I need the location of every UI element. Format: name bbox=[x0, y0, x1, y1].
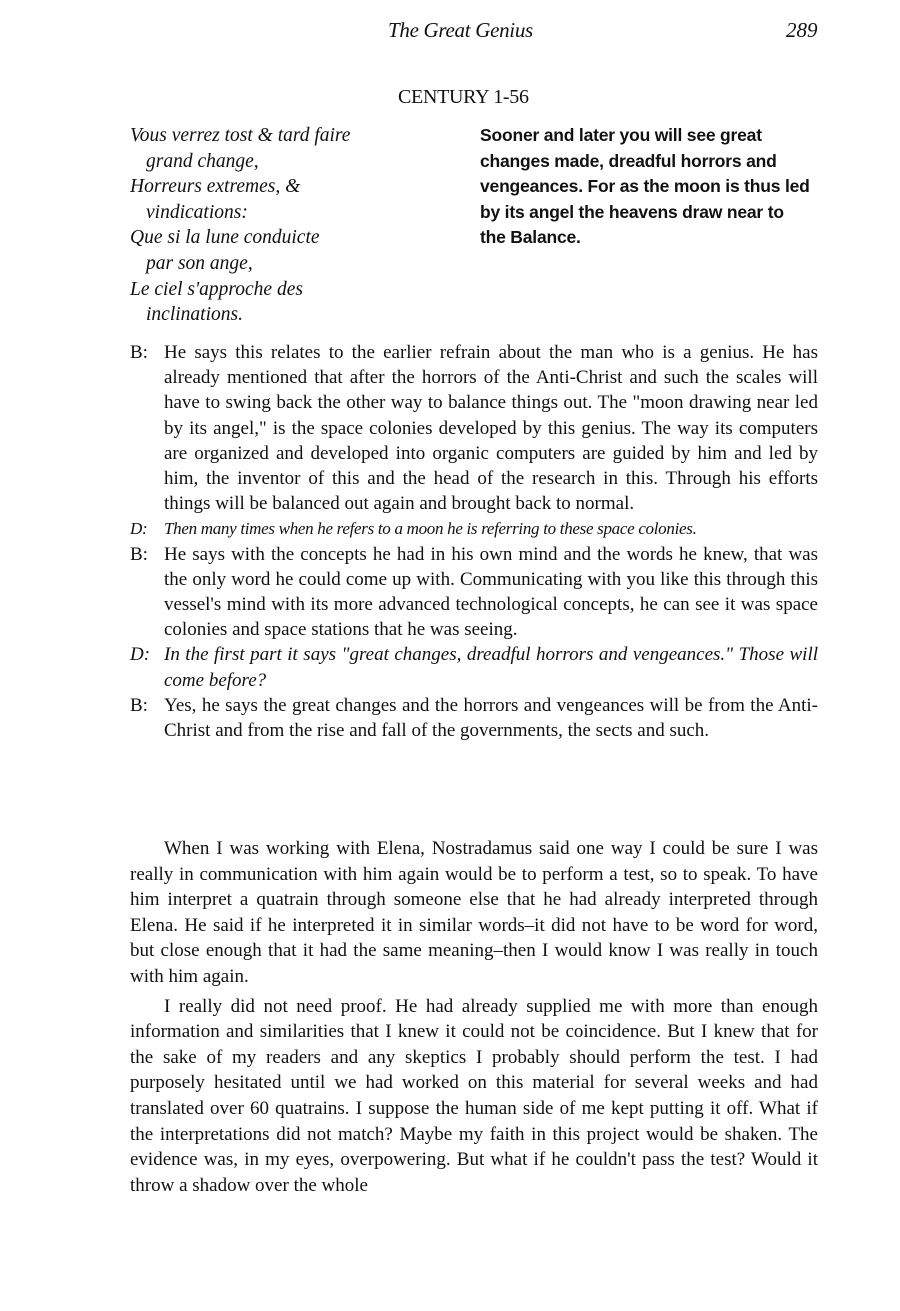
english-quatrain: Sooner and later you will see great changes made, dreadful horrors and vengeances. For as the moon is thus led by its angel the heavens draw near to the Balance. bbox=[480, 125, 810, 248]
speaker-label: B: bbox=[130, 694, 148, 716]
french-verse-line: vindications: bbox=[146, 201, 248, 223]
dialogue-turn bbox=[130, 642, 818, 692]
french-verse-line: grand change, bbox=[146, 150, 259, 172]
french-verse-line: Vous verrez tost & tard faire bbox=[130, 125, 351, 146]
speaker-label: D: bbox=[130, 644, 151, 666]
french-quatrain bbox=[130, 123, 460, 328]
french-verse-line: Horreurs extremes, & bbox=[130, 176, 301, 198]
dialogue-text: He says this relates to the earlier refrain about the man who is a genius. He has already mentioned that after the horrors of the Anti-Christ and such the scales will have to swing back the other way to balance things out. The "moon drawing near led by its angel," is the space colonies developed by this genius. The way its computers are organized and developed into organic computers are guided by him and led by him, the inventor of this and the head of the research in this. Through his efforts things will be balanced out again and brought back to normal. bbox=[164, 342, 818, 515]
running-title: The Great Genius bbox=[388, 18, 533, 42]
french-verse-line: inclinations. bbox=[146, 304, 243, 326]
prose-section bbox=[130, 836, 818, 1202]
dialogue-turn bbox=[130, 542, 818, 643]
dialogue-text: Yes, he says the great changes and the horrors and vengeances will be from the Anti-Christ and from the rise and fall of the governments, the sects and such. bbox=[164, 694, 818, 742]
dialogue-turn bbox=[130, 340, 818, 516]
french-verse-line: Le ciel s'approche des bbox=[130, 278, 303, 300]
french-verse-line: par son ange, bbox=[146, 252, 253, 274]
dialogue-text: Then many times when he refers to a moon he is referring to these space colonies. bbox=[164, 519, 697, 539]
dialogue-text: In the first part it says "great changes, dreadful horrors and vengeances." Those will come before? bbox=[164, 644, 818, 691]
century-heading: CENTURY 1-56 bbox=[398, 86, 529, 108]
page-number: 289 bbox=[786, 18, 818, 42]
body-paragraph: When I was working with Elena, Nostradamus said one way I could be sure I was really in communication with him again would be to perform a test, so to speak. To have him interpret a quatrain through someone else that he had already interpreted through Elena. He said if he interpreted it in similar words–it did not have to be word for word, but close enough that it had the same meaning–then I would know I was really in touch with him again. bbox=[130, 838, 818, 987]
dialogue-turn bbox=[130, 693, 818, 743]
body-paragraph: I really did not need proof. He had already supplied me with more than enough information and similarities that I knew it could not be coincidence. But I knew that for the sake of my readers and any skeptics I probably should perform the test. I had purposely hesitated until we had worked on this material for several weeks and had translated over 60 quatrains. I suppose the human side of me kept putting it off. What if the interpretations did not match? Maybe my faith in this project would be shaken. The evidence was, in my eyes, overpowering. But what if he couldn't pass the test? Would it throw a shadow over the whole bbox=[130, 995, 818, 1196]
dialogue-turn bbox=[130, 516, 818, 541]
speaker-label: B: bbox=[130, 342, 148, 363]
page-header bbox=[0, 18, 900, 44]
speaker-label: D: bbox=[130, 519, 148, 539]
dialogue-section bbox=[130, 340, 818, 743]
dialogue-text: He says with the concepts he had in his own mind and the words he knew, that was the only word he could come up with. Communicating with you like this through this vessel's mind with its more advanced technological concepts, he can see it was space colonies and space stations that he was seeing. bbox=[164, 543, 818, 641]
speaker-label: B: bbox=[130, 543, 148, 565]
french-verse-line: Que si la lune conduicte bbox=[130, 227, 320, 249]
